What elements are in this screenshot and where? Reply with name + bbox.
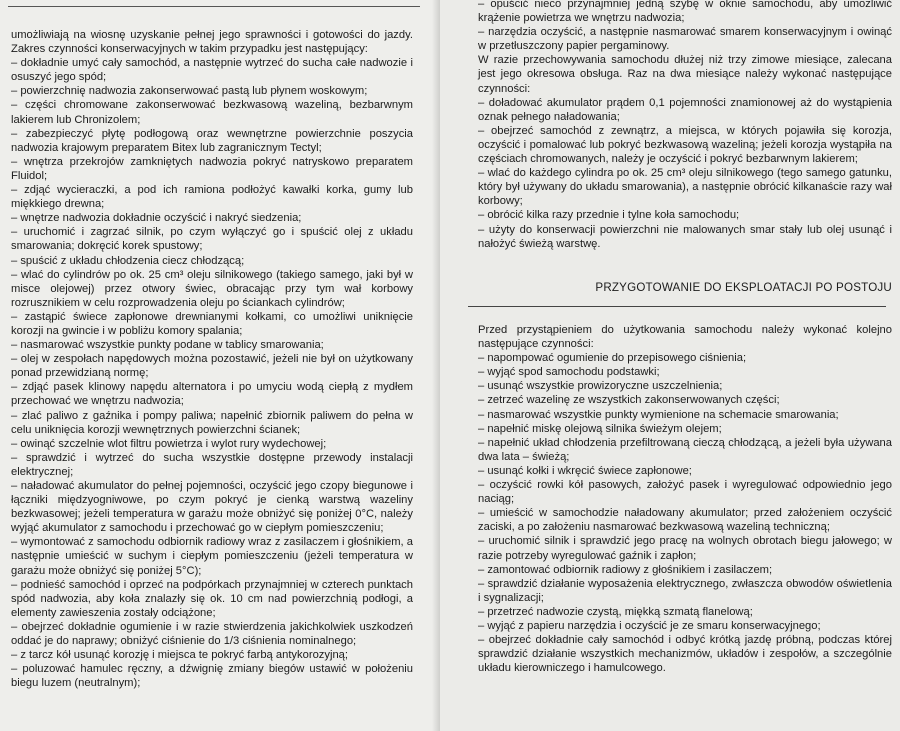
list-item: – powierzchnię nadwozia zakonserwować pastą lub płynem woskowym; bbox=[11, 85, 368, 98]
list-item: – części chromowane zakonserwować bezkwasową wazeliną, bezbarwnym lakierem lub Chronizolem; bbox=[11, 99, 413, 126]
list-item: – zdjąć wycieraczki, a pod ich ramiona podłożyć kawałki korka, gumy lub miękkiego drewna; bbox=[11, 184, 413, 211]
list-item: – zastąpić świece zapłonowe drewnianymi kołkami, co umożliwi uniknięcie korozji na gwincie i w pobliżu komory spalania; bbox=[11, 310, 413, 337]
list-item: – napełnić miskę olejową silnika świeżym olejem; bbox=[478, 422, 722, 435]
list-item: – obejrzeć dokładnie cały samochód i odbyć krótką jazdę próbną, podczas której sprawdzić działanie wszystkich mechanizmów, układów i zespołów, a szczególnie układu kierowniczego i hamulcowego. bbox=[478, 634, 892, 675]
list-item: – usunąć wszystkie prowizoryczne uszczelnienia; bbox=[478, 380, 723, 393]
list-item: – zdjąć pasek klinowy napędu alternatora i po umyciu wodą ciepłą z mydłem przechować we wnętrzu nadwozia; bbox=[11, 381, 413, 408]
section-rule bbox=[468, 306, 886, 307]
paragraph: W razie przechowywania samochodu dłużej niż trzy zimowe miesiące, zalecana jest jego okresowa obsługa. Raz na dwa miesiące należy wykonać następujące czynności: bbox=[478, 54, 892, 95]
list-item: – obejrzeć samochód z zewnątrz, a miejsca, w których pojawiła się korozja, oczyścić i pomalować lub pokryć bezkwasową wazeliną; jeżeli korozja wystąpiła na częściach chromowanych, należy je oczyścić i pokryć bezbarwnym lakierem; bbox=[478, 124, 892, 166]
list-item: – obrócić kilka razy przednie i tylne koła samochodu; bbox=[478, 209, 740, 222]
section-heading: PRZYGOTOWANIE DO EKSPLOATACJI PO POSTOJU bbox=[595, 281, 892, 294]
list-item: – podnieść samochód i oprzeć na podpórkach przynajmniej w czterech punktach spód nadwozia, aby koła znalazły się ok. 10 cm nad powierzchnią podłogi, a elementy zawieszenia zostały odciążone; bbox=[11, 578, 413, 619]
list-item: – oczyścić rowki kół pasowych, założyć pasek i wyregulować odpowiednio jego naciąg; bbox=[478, 479, 892, 506]
list-item: – doładować akumulator prądem 0,1 pojemności znamionowej aż do wystąpienia oznak pełnego naładowania; bbox=[478, 96, 892, 123]
list-item: – zamontować odbiornik radiowy z głośnikiem i zasilaczem; bbox=[478, 563, 773, 576]
list-item: – wyjąć spod samochodu podstawki; bbox=[478, 366, 660, 379]
list-item: – sprawdzić działanie wyposażenia elektrycznego, zwłaszcza obwodów oświetlenia i sygnalizacji; bbox=[478, 577, 892, 604]
list-item: – zlać paliwo z gaźnika i pompy paliwa; napełnić zbiornik paliwem do pełna w celu uniknięcia korozji wewnętrznych powierzchni ścianek; bbox=[11, 409, 413, 436]
paragraph: Przed przystąpieniem do użytkowania samochodu należy wykonać kolejno następujące czynności: bbox=[478, 324, 892, 351]
list-item: – z tarcz kół usunąć korozję i miejsca te pokryć farbą antykorozyjną; bbox=[11, 649, 349, 662]
list-item: – przetrzeć nadwozie czystą, miękką szmatą flanelową; bbox=[478, 605, 753, 618]
list-item: – owinąć szczelnie wlot filtru powietrza i wylot rury wydechowej; bbox=[11, 437, 327, 450]
list-item: – umieścić w samochodzie naładowany akumulator; przed założeniem oczyścić zaciski, a po założeniu nasmarować bezkwasową wazeliną techniczną; bbox=[478, 507, 892, 534]
list-item: – wyjąć z papieru narzędzia i oczyścić je ze smaru konserwacyjnego; bbox=[478, 619, 821, 632]
right-text-column-top bbox=[478, 0, 892, 251]
list-item: – zetrzeć wazelinę ze wszystkich zakonserwowanych części; bbox=[478, 394, 780, 407]
list-item: – użyty do konserwacji powierzchni nie malowanych smar stały lub olej usunąć i nałożyć świeżą warstwę. bbox=[478, 223, 892, 250]
list-item: – zabezpieczyć płytę podłogową oraz wewnętrzne powierzchnie poszycia nadwozia krajowym preparatem Bitex lub zagranicznym Tectyl; bbox=[11, 127, 413, 154]
left-text-column bbox=[11, 28, 413, 690]
list-item: – obejrzeć dokładnie ogumienie i w razie stwierdzenia jakichkolwiek uszkodzeń oddać je do naprawy; obniżyć ciśnienie do 1/3 ciśnienia nominalnego; bbox=[11, 620, 413, 648]
list-item: – dokładnie umyć cały samochód, a następnie wytrzeć do sucha całe nadwozie i osuszyć jego spód; bbox=[11, 57, 413, 84]
list-item: – usunąć kołki i wkręcić świece zapłonowe; bbox=[478, 464, 692, 477]
list-item: – uruchomić silnik i sprawdzić jego pracę na wolnych obrotach biegu jałowego; w razie potrzeby wyregulować gaźnik i zapłon; bbox=[478, 535, 892, 562]
left-page bbox=[0, 0, 440, 731]
list-item: – wlać do każdego cylindra po ok. 25 cm³ oleju silnikowego (tego samego gatunku, który był używany do układu smarowania), a następnie obrócić kilkanaście razy wał korbowy; bbox=[478, 167, 892, 208]
right-page bbox=[440, 0, 900, 731]
list-item: – wymontować z samochodu odbiornik radiowy wraz z zasilaczem i głośnikiem, a następnie umieścić w suchym i ciepłym pomieszczeniu (jeżeli temperatura w garażu może obniżyć się poniżej 5°C); bbox=[11, 536, 413, 577]
list-item: – napompować ogumienie do przepisowego ciśnienia; bbox=[478, 352, 747, 365]
list-item: – spuścić z układu chłodzenia ciecz chłodzącą; bbox=[11, 254, 245, 267]
list-item: – olej w zespołach napędowych można pozostawić, jeżeli nie był on użytkowany ponad przewidzianą normę; bbox=[11, 353, 413, 380]
list-item: – wnętrze nadwozia dokładnie oczyścić i nakryć siedzenia; bbox=[11, 212, 302, 225]
list-item: – napełnić układ chłodzenia przefiltrowaną cieczą chłodzącą, a jeżeli była używana dwa lata – świeżą; bbox=[478, 436, 892, 463]
list-item: – wlać do cylindrów po ok. 25 cm³ oleju silnikowego (takiego samego, jaki był w misce olejowej) przez otwory świec, obracając przy tym wał korbowy rozrusznikiem w celu rozprowadzenia oleju po ściankach cylindrów; bbox=[11, 268, 413, 309]
list-item: – poluzować hamulec ręczny, a dźwignię zmiany biegów ustawić w położeniu biegu luzem (neutralnym); bbox=[11, 663, 413, 690]
top-rule-left bbox=[8, 6, 420, 7]
list-item: – opuścić nieco przynajmniej jedną szybę w oknie samochodu, aby umożliwić krążenie powietrza we wnętrzu nadwozia; bbox=[478, 0, 892, 25]
list-item: – sprawdzić i wytrzeć do sucha wszystkie dostępne przewody instalacji elektrycznej; bbox=[11, 451, 413, 478]
right-text-column-bottom bbox=[478, 323, 892, 675]
list-item: – nasmarować wszystkie punkty podane w tablicy smarowania; bbox=[11, 339, 324, 352]
paragraph: umożliwiają na wiosnę uzyskanie pełnej jego sprawności i gotowości do jazdy. Zakres czynności konserwacyjnych w takim przypadku jest następujący: bbox=[11, 29, 413, 56]
list-item: – uruchomić i zagrzać silnik, po czym wyłączyć go i spuścić olej z układu smarowania; dokręcić korek spustowy; bbox=[11, 226, 413, 253]
list-item: – wnętrza przekrojów zamkniętych nadwozia pokryć natryskowo preparatem Fluidol; bbox=[11, 155, 413, 182]
list-item: – nasmarować wszystkie punkty wymienione na schemacie smarowania; bbox=[478, 408, 839, 421]
list-item: – narzędzia oczyścić, a następnie nasmarować smarem konserwacyjnym i owinąć w przetłuszczony papier pergaminowy. bbox=[478, 26, 892, 53]
list-item: – naładować akumulator do pełnej pojemności, oczyścić jego czopy biegunowe i łączniki międzyogniwowe, po czym pokryć je cienką warstwą wazeliny bezkwasowej; jeżeli temperatura w garażu może obniżyć się poniżej 0°C, należy wyjąć akumulator z samochodu i przechować go w ciepłym pomieszczeniu; bbox=[11, 480, 413, 535]
